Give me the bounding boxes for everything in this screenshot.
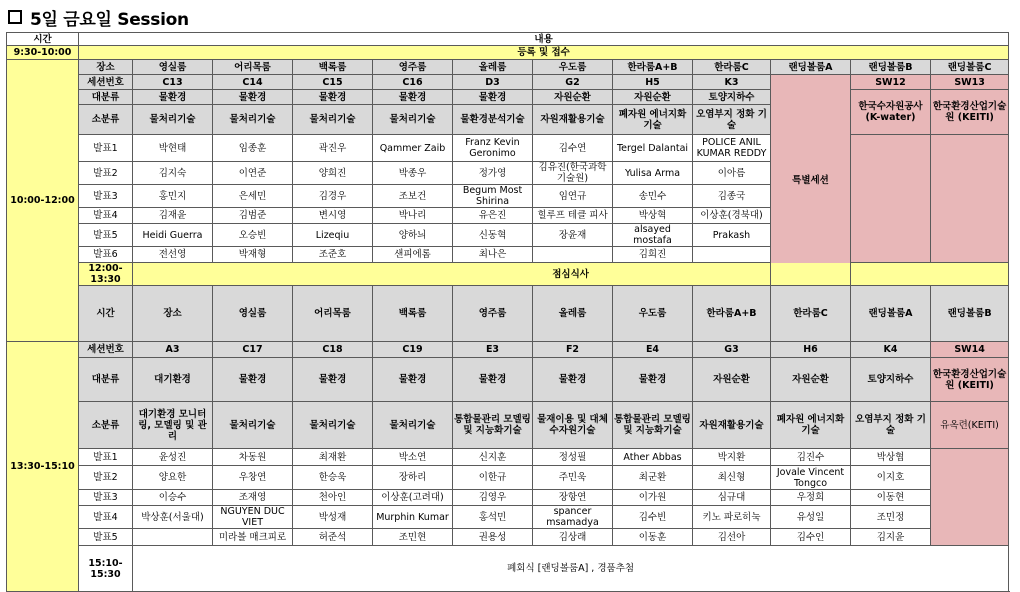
presenter-name: 박상훈(서울대) (133, 506, 213, 529)
category-major: 물환경 (293, 358, 373, 402)
room-header: 한라룸A+B (613, 60, 693, 75)
row-label: 장소 (79, 60, 133, 75)
presentation-label: 발표2 (79, 466, 133, 490)
category-major: 물환경 (373, 90, 453, 105)
page-title (8, 4, 189, 30)
presenter-name: 박성재 (293, 506, 373, 529)
session-number: SW12 (851, 75, 931, 90)
presenter-name: 박상협 (851, 449, 931, 466)
presenter-name: 샌피에롬 (373, 247, 453, 263)
presenter-name: 정성필 (533, 449, 613, 466)
presenter-name: 은세민 (213, 185, 293, 208)
table-row (7, 506, 1009, 529)
sw13-empty (931, 135, 1009, 263)
presenter-name: Murphin Kumar (373, 506, 453, 529)
row-label: 세션번호 (79, 75, 133, 90)
presenter-name: 김범준 (213, 208, 293, 224)
presenter-name: 장윤재 (533, 224, 613, 247)
presentation-label: 발표3 (79, 185, 133, 208)
presenter-name: 곽진우 (293, 135, 373, 162)
presenter-name: 한승욱 (293, 466, 373, 490)
presenter-name: 이동현 (851, 490, 931, 506)
category-major: 물환경 (133, 90, 213, 105)
category-minor: 물처리기술 (293, 402, 373, 449)
presenter-name: Begum Most Shirina (453, 185, 533, 208)
room-header: 올레룸 (533, 286, 613, 342)
category-minor: 물처리기술 (373, 105, 453, 135)
category-major: 자원순환 (533, 90, 613, 105)
time-registration: 9:30-10:00 (7, 46, 79, 60)
category-major: 대기환경 (133, 358, 213, 402)
presenter-name: 허준석 (293, 529, 373, 546)
table-row (7, 46, 1009, 60)
room-header: 랜딩볼룸C (931, 60, 1009, 75)
presenter-name: 김선아 (693, 529, 771, 546)
presenter-name: 오승빈 (213, 224, 293, 247)
presenter-name: 이상훈(경북대) (693, 208, 771, 224)
sw14-empty (931, 449, 1009, 546)
presentation-label: 발표5 (79, 529, 133, 546)
session-number: H6 (771, 342, 851, 358)
presenter-name: 미라볼 매크피로 (213, 529, 293, 546)
session-number: SW13 (931, 75, 1009, 90)
sw14-chair: 유옥련(KEITI) (931, 402, 1009, 449)
category-minor: 물처리기술 (293, 105, 373, 135)
category-minor: 오염부지 정화 기술 (851, 402, 931, 449)
presenter-name: 키노 파로히눅 (693, 506, 771, 529)
session-number: C17 (213, 342, 293, 358)
presenter-name: 홍석민 (453, 506, 533, 529)
presenter-name: Franz Kevin Geronimo (453, 135, 533, 162)
room-header: 한라룸C (693, 60, 771, 75)
room-header: 영실룸 (213, 286, 293, 342)
table-row (7, 490, 1009, 506)
presentation-label: 발표1 (79, 449, 133, 466)
presentation-label: 발표3 (79, 490, 133, 506)
presenter-name: 우정희 (771, 490, 851, 506)
presenter-name: 김지윤 (851, 529, 931, 546)
presenter-name: 장하리 (373, 466, 453, 490)
category-minor: 물처리기술 (133, 105, 213, 135)
presenter-name: 윤성진 (133, 449, 213, 466)
presenter-name: 우창연 (213, 466, 293, 490)
table-row (7, 90, 1009, 105)
session-number: C18 (293, 342, 373, 358)
row-label: 시간 (79, 286, 133, 342)
table-row (7, 135, 1009, 162)
category-major: 물환경 (293, 90, 373, 105)
category-minor: 물처리기술 (373, 402, 453, 449)
session-number: F2 (533, 342, 613, 358)
row-label: 대분류 (79, 90, 133, 105)
presenter-name: 양하늬 (373, 224, 453, 247)
session-number: C15 (293, 75, 373, 90)
presenter-name: 조민정 (851, 506, 931, 529)
table-row (7, 449, 1009, 466)
session-number: E3 (453, 342, 533, 358)
session-number: SW14 (931, 342, 1009, 358)
row-label: 대분류 (79, 358, 133, 402)
presentation-label: 발표4 (79, 208, 133, 224)
presenter-name: 박지환 (693, 449, 771, 466)
presenter-name: 최재환 (293, 449, 373, 466)
table-row (7, 75, 1009, 90)
time-lunch: 12:00-13:30 (79, 263, 133, 286)
category-major: 토양지하수 (693, 90, 771, 105)
presenter-name: 신동혁 (453, 224, 533, 247)
category-major: 물환경 (213, 90, 293, 105)
category-major: 토양지하수 (851, 358, 931, 402)
presenter-name: Yulisa Arma (613, 162, 693, 185)
category-minor: 통합물관리 모델링 및 지능화기술 (613, 402, 693, 449)
presenter-name: 박나리 (373, 208, 453, 224)
room-header: 랜딩볼룸B (931, 286, 1009, 342)
presenter-name: 신지훈 (453, 449, 533, 466)
presenter-name: 이아름 (693, 162, 771, 185)
room-header: 우도룸 (533, 60, 613, 75)
time-afternoon: 13:30-15:10 (7, 342, 79, 592)
presenter-name: 임연규 (533, 185, 613, 208)
presenter-name: Prakash (693, 224, 771, 247)
session-number: C16 (373, 75, 453, 90)
sw12-empty (851, 135, 931, 263)
presenter-name: 최군환 (613, 466, 693, 490)
table-row (7, 402, 1009, 449)
presenter-name: Ather Abbas (613, 449, 693, 466)
schedule-table (6, 32, 1009, 592)
presenter-name: 유성일 (771, 506, 851, 529)
checkbox-square-icon (8, 10, 22, 24)
room-header: 랜딩볼룸B (851, 60, 931, 75)
presenter-name: 이승수 (133, 490, 213, 506)
row-label: 세션번호 (79, 342, 133, 358)
presenter-name: 박현태 (133, 135, 213, 162)
category-minor: 대기환경 모니터링, 모델링 및 관리 (133, 402, 213, 449)
room-header: 어리목룸 (293, 286, 373, 342)
category-minor: 물재이용 및 대체수자원기술 (533, 402, 613, 449)
row-label: 소분류 (79, 402, 133, 449)
presenter-name: 박재형 (213, 247, 293, 263)
presenter-name: 조재영 (213, 490, 293, 506)
presenter-name: NGUYEN DUC VIET (213, 506, 293, 529)
table-row (7, 60, 1009, 75)
band-lunch: 점심식사 (133, 263, 1009, 286)
session-number: A3 (133, 342, 213, 358)
presenter-name: 변시영 (293, 208, 373, 224)
presenter-name: 김경우 (293, 185, 373, 208)
presenter-name: 김수인 (771, 529, 851, 546)
presentation-label: 발표5 (79, 224, 133, 247)
band-registration: 등록 및 접수 (79, 46, 1009, 60)
session-number: H5 (613, 75, 693, 90)
presenter-name: Tergel Dalantai (613, 135, 693, 162)
room-header: 한라룸A+B (693, 286, 771, 342)
category-minor: 물처리기술 (213, 402, 293, 449)
category-minor: 물환경분석기술 (453, 105, 533, 135)
room-header: 백록룸 (293, 60, 373, 75)
category-major: 물환경 (453, 90, 533, 105)
presenter-name: 양요한 (133, 466, 213, 490)
room-header: 한라룸C (771, 286, 851, 342)
presenter-name: alsayed mostafa (613, 224, 693, 247)
presenter-name: 박소연 (373, 449, 453, 466)
category-minor: 통합물관리 모델링 및 지능화기술 (453, 402, 533, 449)
presentation-label: 발표4 (79, 506, 133, 529)
category-major: 자원순환 (693, 358, 771, 402)
special-session: 특별세션 (771, 75, 851, 286)
table-row (7, 466, 1009, 490)
session-number: G2 (533, 75, 613, 90)
presenter-name: 유은진 (453, 208, 533, 224)
session-number: G3 (693, 342, 771, 358)
presenter-name (133, 529, 213, 546)
presenter-name: 이연준 (213, 162, 293, 185)
presenter-name: 박종우 (373, 162, 453, 185)
category-major: 물환경 (533, 358, 613, 402)
presenter-name: 이상훈(고려대) (373, 490, 453, 506)
category-major: 물환경 (213, 358, 293, 402)
presenter-name: Lizeqiu (293, 224, 373, 247)
presenter-name: 박상혁 (613, 208, 693, 224)
session-number: C14 (213, 75, 293, 90)
room-header: 올레룸 (453, 60, 533, 75)
presenter-name: 조보건 (373, 185, 453, 208)
presentation-label: 발표6 (79, 247, 133, 263)
presenter-name: 조준호 (293, 247, 373, 263)
sw13-organizer: 한국환경산업기술원 (KEITI) (931, 90, 1009, 135)
session-number: D3 (453, 75, 533, 90)
presenter-name: 송민수 (613, 185, 693, 208)
presentation-label: 발표1 (79, 135, 133, 162)
presenter-name: 김재윤 (133, 208, 213, 224)
presenter-name: 김희진 (613, 247, 693, 263)
room-header: 백록룸 (373, 286, 453, 342)
room-header: 영주룸 (453, 286, 533, 342)
presenter-name (693, 247, 771, 263)
page-title-text: 5일 금요일 Session (30, 9, 189, 30)
presenter-name: Heidi Guerra (133, 224, 213, 247)
table-row (7, 529, 1009, 546)
presenter-name: 이동훈 (613, 529, 693, 546)
category-major: 물환경 (613, 358, 693, 402)
category-minor: 자원재활용기술 (533, 105, 613, 135)
presenter-name: 임종훈 (213, 135, 293, 162)
session-number: E4 (613, 342, 693, 358)
presenter-name: 천아인 (293, 490, 373, 506)
category-major: 자원순환 (771, 358, 851, 402)
presenter-name: Qammer Zaib (373, 135, 453, 162)
presenter-name: 김영우 (453, 490, 533, 506)
table-row (7, 358, 1009, 402)
room-header: 영실룸 (133, 60, 213, 75)
room-header: 영주룸 (373, 60, 453, 75)
schedule-body (7, 33, 1009, 592)
presenter-name: 힐루프 테클 피사 (533, 208, 613, 224)
session-number: K3 (693, 75, 771, 90)
presenter-name: 이지호 (851, 466, 931, 490)
time-morning: 10:00-12:00 (7, 60, 79, 342)
presentation-label: 발표2 (79, 162, 133, 185)
presenter-name: 전선영 (133, 247, 213, 263)
category-major: 물환경 (373, 358, 453, 402)
presenter-name: 정가영 (453, 162, 533, 185)
category-minor: 오염부지 정화 기술 (693, 105, 771, 135)
table-row (7, 263, 1009, 286)
presenter-name: Jovale Vincent Tongco (771, 466, 851, 490)
header-content: 내용 (79, 33, 1009, 46)
presenter-name: 김유진(한국과학기술원) (533, 162, 613, 185)
presenter-name: 차동원 (213, 449, 293, 466)
category-minor: 폐자원 에너지화 기술 (613, 105, 693, 135)
presenter-name: 김진수 (771, 449, 851, 466)
session-number: C13 (133, 75, 213, 90)
presenter-name: 김수연 (533, 135, 613, 162)
table-row (7, 286, 1009, 342)
presenter-name: spancer msamadya (533, 506, 613, 529)
category-minor: 자원재활용기술 (693, 402, 771, 449)
presenter-name: 김수빈 (613, 506, 693, 529)
closing-ceremony: 폐회식 [랜딩볼룸A] , 경품추첨 (133, 546, 1009, 592)
time-closing: 15:10-15:30 (79, 546, 133, 592)
presenter-name: 김상래 (533, 529, 613, 546)
presenter-name (533, 247, 613, 263)
presenter-name: 김종국 (693, 185, 771, 208)
category-minor: 폐자원 에너지화 기술 (771, 402, 851, 449)
presenter-name: 권용성 (453, 529, 533, 546)
presenter-name: 조민현 (373, 529, 453, 546)
room-header: 랜딩볼룸A (771, 60, 851, 75)
row-label: 소분류 (79, 105, 133, 135)
presenter-name: 심규대 (693, 490, 771, 506)
presenter-name: 김지숙 (133, 162, 213, 185)
presenter-name: 주민욱 (533, 466, 613, 490)
presenter-name: 이가원 (613, 490, 693, 506)
presenter-name: POLICE ANIL KUMAR REDDY (693, 135, 771, 162)
session-number: C19 (373, 342, 453, 358)
presenter-name: 이한규 (453, 466, 533, 490)
header-time: 시간 (7, 33, 79, 46)
room-header: 랜딩볼룸A (851, 286, 931, 342)
sw12-organizer: 한국수자원공사 (K-water) (851, 90, 931, 135)
row-label: 장소 (133, 286, 213, 342)
room-header: 우도룸 (613, 286, 693, 342)
category-major: 자원순환 (613, 90, 693, 105)
presenter-name: 최나은 (453, 247, 533, 263)
presenter-name: 홍민지 (133, 185, 213, 208)
category-major: 물환경 (453, 358, 533, 402)
presenter-name: 장항연 (533, 490, 613, 506)
category-minor: 물처리기술 (213, 105, 293, 135)
sw14-organizer: 한국환경산업기술원 (KEITI) (931, 358, 1009, 402)
table-row (7, 342, 1009, 358)
presenter-name: 최신형 (693, 466, 771, 490)
session-number: K4 (851, 342, 931, 358)
presenter-name: 양희진 (293, 162, 373, 185)
table-row (7, 33, 1009, 46)
room-header: 어리목룸 (213, 60, 293, 75)
